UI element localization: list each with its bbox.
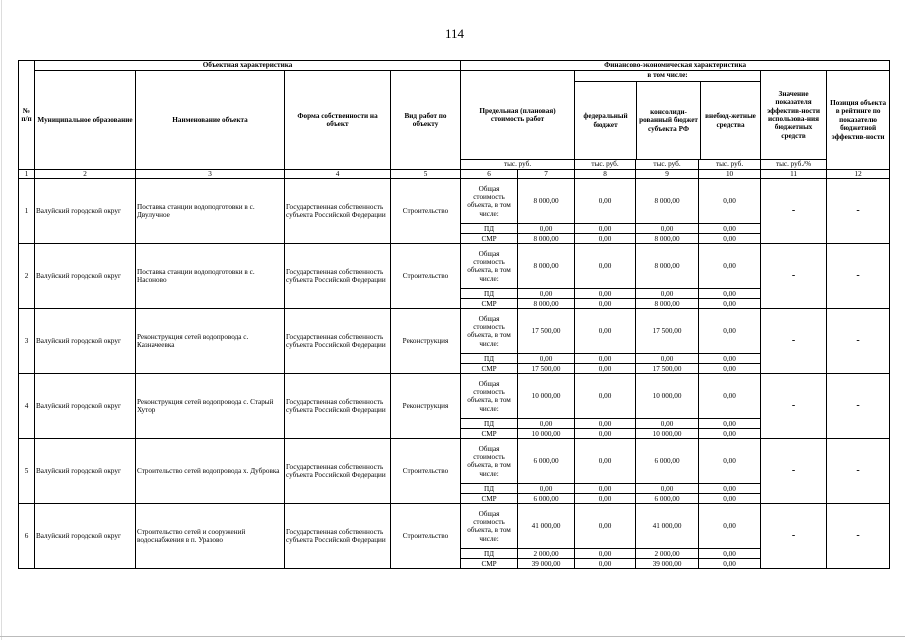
smr-value-cell: 10 000,00: [518, 429, 575, 439]
smr-value-cell: 8 000,00: [518, 299, 575, 309]
total-value-cell: 0,00: [575, 309, 636, 354]
pd-value-cell: 0,00: [518, 224, 575, 234]
table-row: [19, 374, 890, 419]
header-financial-characteristic: Финансово-экономическая характеристика: [461, 61, 890, 71]
smr-value-cell: 0,00: [699, 299, 761, 309]
total-value-cell: 8 000,00: [518, 244, 575, 289]
header-cost: Предельная (плановая) стоимость работ: [461, 71, 575, 160]
total-value-cell: 10 000,00: [518, 374, 575, 419]
pd-value-cell: 0,00: [699, 354, 761, 364]
position-cell: -: [827, 309, 890, 374]
row-number: 5: [19, 439, 35, 504]
row-number: 4: [19, 374, 35, 439]
column-number: 8: [575, 170, 636, 179]
smr-label-cell: СМР: [461, 299, 518, 309]
column-number: 12: [827, 170, 890, 179]
smr-label-cell: СМР: [461, 494, 518, 504]
total-label-cell: Общая стоимость объекта, в том числе:: [461, 309, 518, 354]
pd-value-cell: 2 000,00: [518, 549, 575, 559]
smr-value-cell: 6 000,00: [518, 494, 575, 504]
smr-value-cell: 10 000,00: [636, 429, 699, 439]
municipality-cell: Валуйский городской округ: [35, 439, 136, 504]
unit-offbudget: тыс. руб.: [699, 160, 761, 170]
table-row: [19, 504, 890, 549]
pd-label-cell: ПД: [461, 484, 518, 494]
column-number: 10: [699, 170, 761, 179]
page-number: 114: [445, 26, 465, 41]
total-value-cell: 0,00: [699, 374, 761, 419]
smr-value-cell: 0,00: [699, 364, 761, 374]
ownership-cell: Государственная собственность субъекта Российской Федерации: [285, 244, 391, 309]
municipality-cell: Валуйский городской округ: [35, 244, 136, 309]
smr-value-cell: 8 000,00: [636, 234, 699, 244]
investment-table: [18, 60, 890, 569]
pd-value-cell: 0,00: [575, 484, 636, 494]
pd-label-cell: ПД: [461, 224, 518, 234]
work-type-cell: Строительство: [391, 244, 461, 309]
work-type-cell: Строительство: [391, 504, 461, 569]
column-number: 11: [761, 170, 827, 179]
pd-label-cell: ПД: [461, 289, 518, 299]
header-offbudget: внебюд-жетные средства: [705, 112, 756, 129]
position-cell: -: [827, 374, 890, 439]
work-type-cell: Реконструкция: [391, 374, 461, 439]
column-number: 5: [391, 170, 461, 179]
row-number: 6: [19, 504, 35, 569]
indicator-cell: -: [761, 244, 827, 309]
total-value-cell: 8 000,00: [636, 244, 699, 289]
total-value-cell: 0,00: [699, 309, 761, 354]
pd-value-cell: 0,00: [575, 549, 636, 559]
work-type-cell: Реконструкция: [391, 309, 461, 374]
object-name-cell: Реконструкция сетей водопровода с. Казначеевка: [136, 309, 285, 374]
total-label-cell: Общая стоимость объекта, в том числе:: [461, 374, 518, 419]
smr-value-cell: 0,00: [699, 429, 761, 439]
pd-value-cell: 0,00: [636, 289, 699, 299]
pd-value-cell: 0,00: [575, 224, 636, 234]
unit-federal: тыс. руб.: [575, 160, 636, 170]
table-row: [19, 179, 890, 224]
row-number: 2: [19, 244, 35, 309]
smr-value-cell: 17 500,00: [518, 364, 575, 374]
table-row: [19, 439, 890, 484]
total-value-cell: 41 000,00: [636, 504, 699, 549]
total-value-cell: 0,00: [575, 179, 636, 224]
total-value-cell: 0,00: [575, 504, 636, 549]
ownership-cell: Государственная собственность субъекта Российской Федерации: [285, 374, 391, 439]
smr-value-cell: 6 000,00: [636, 494, 699, 504]
object-name-cell: Поставка станции водоподготовки в с. Насоново: [136, 244, 285, 309]
object-name-cell: Строительство сетей водопровода х. Дубровка: [136, 439, 285, 504]
municipality-cell: Валуйский городской округ: [35, 179, 136, 244]
header-indicator: Значение показателя эффектив-ности использова-ния бюджетных средств: [761, 71, 827, 160]
municipality-cell: Валуйский городской округ: [35, 309, 136, 374]
total-label-cell: Общая стоимость объекта, в том числе:: [461, 439, 518, 484]
smr-value-cell: 0,00: [699, 559, 761, 569]
total-value-cell: 6 000,00: [636, 439, 699, 484]
pd-value-cell: 0,00: [518, 289, 575, 299]
unit-cost: тыс. руб.: [461, 160, 575, 170]
total-value-cell: 41 000,00: [518, 504, 575, 549]
header-work-type: Вид работ по объекту: [391, 71, 461, 170]
column-number: 4: [285, 170, 391, 179]
column-number: 2: [35, 170, 136, 179]
indicator-cell: -: [761, 504, 827, 569]
smr-value-cell: 0,00: [699, 234, 761, 244]
indicator-cell: -: [761, 374, 827, 439]
pd-value-cell: 0,00: [636, 484, 699, 494]
unit-indicator: тыс. руб./%: [761, 160, 827, 170]
total-label-cell: Общая стоимость объекта, в том числе:: [461, 504, 518, 549]
object-name-cell: Реконструкция сетей водопровода с. Старый Хутор: [136, 374, 285, 439]
pd-value-cell: 0,00: [518, 419, 575, 429]
pd-value-cell: 0,00: [575, 289, 636, 299]
object-name-cell: Строительство сетей и сооружений водоснабжения в п. Уразово: [136, 504, 285, 569]
scan-edge: [1, 0, 2, 640]
total-label-cell: Общая стоимость объекта, в том числе:: [461, 244, 518, 289]
header-col-no: № п/п: [19, 61, 35, 170]
smr-label-cell: СМР: [461, 234, 518, 244]
pd-value-cell: 0,00: [636, 354, 699, 364]
position-cell: -: [827, 439, 890, 504]
smr-value-cell: 0,00: [699, 494, 761, 504]
total-value-cell: 0,00: [699, 244, 761, 289]
smr-value-cell: 8 000,00: [518, 234, 575, 244]
table-row: [19, 244, 890, 289]
work-type-cell: Строительство: [391, 439, 461, 504]
pd-value-cell: 0,00: [699, 484, 761, 494]
row-number: 3: [19, 309, 35, 374]
column-number: 3: [136, 170, 285, 179]
object-name-cell: Поставка станции водоподготовки в с. Двулучное: [136, 179, 285, 244]
smr-value-cell: 0,00: [575, 429, 636, 439]
pd-label-cell: ПД: [461, 549, 518, 559]
total-value-cell: 0,00: [575, 374, 636, 419]
pd-value-cell: 2 000,00: [636, 549, 699, 559]
column-number: 9: [636, 170, 699, 179]
smr-value-cell: 8 000,00: [636, 299, 699, 309]
total-value-cell: 0,00: [699, 504, 761, 549]
indicator-cell: -: [761, 179, 827, 244]
total-label-cell: Общая стоимость объекта, в том числе:: [461, 179, 518, 224]
pd-value-cell: 0,00: [518, 354, 575, 364]
row-number: 1: [19, 179, 35, 244]
position-cell: -: [827, 179, 890, 244]
smr-value-cell: 39 000,00: [636, 559, 699, 569]
total-value-cell: 8 000,00: [636, 179, 699, 224]
column-number: 1: [19, 170, 35, 179]
header-object-name: Наименование объекта: [136, 71, 285, 170]
ownership-cell: Государственная собственность субъекта Российской Федерации: [285, 309, 391, 374]
smr-value-cell: 0,00: [575, 299, 636, 309]
header-position: Позиция объекта в рейтинге по показателю бюджетной эффектив-ности: [827, 71, 890, 170]
pd-value-cell: 0,00: [699, 549, 761, 559]
pd-value-cell: 0,00: [699, 289, 761, 299]
total-value-cell: 17 500,00: [636, 309, 699, 354]
smr-label-cell: СМР: [461, 559, 518, 569]
smr-value-cell: 17 500,00: [636, 364, 699, 374]
position-cell: -: [827, 244, 890, 309]
table-row: [19, 309, 890, 354]
pd-label-cell: ПД: [461, 354, 518, 364]
page-bottom-edge: [0, 636, 905, 637]
total-value-cell: 0,00: [699, 439, 761, 484]
smr-value-cell: 39 000,00: [518, 559, 575, 569]
total-value-cell: 10 000,00: [636, 374, 699, 419]
total-value-cell: 6 000,00: [518, 439, 575, 484]
pd-label-cell: ПД: [461, 419, 518, 429]
header-ownership: Форма собственности на объект: [285, 71, 391, 170]
total-value-cell: 0,00: [699, 179, 761, 224]
pd-value-cell: 0,00: [518, 484, 575, 494]
total-value-cell: 8 000,00: [518, 179, 575, 224]
pd-value-cell: 0,00: [575, 419, 636, 429]
header-municipality: Муниципальное образование: [35, 71, 136, 170]
smr-value-cell: 0,00: [575, 494, 636, 504]
ownership-cell: Государственная собственность субъекта Российской Федерации: [285, 504, 391, 569]
column-number: 7: [518, 170, 575, 179]
total-value-cell: 17 500,00: [518, 309, 575, 354]
header-federal: федеральный бюджет: [575, 82, 637, 159]
municipality-cell: Валуйский городской округ: [35, 504, 136, 569]
pd-value-cell: 0,00: [636, 224, 699, 234]
indicator-cell: -: [761, 309, 827, 374]
pd-value-cell: 0,00: [699, 224, 761, 234]
total-value-cell: 0,00: [575, 244, 636, 289]
position-cell: -: [827, 504, 890, 569]
unit-consolidated: тыс. руб.: [636, 160, 699, 170]
smr-value-cell: 0,00: [575, 234, 636, 244]
smr-label-cell: СМР: [461, 429, 518, 439]
pd-value-cell: 0,00: [636, 419, 699, 429]
header-including: в том числе:: [575, 71, 760, 82]
municipality-cell: Валуйский городской округ: [35, 374, 136, 439]
pd-value-cell: 0,00: [699, 419, 761, 429]
total-value-cell: 0,00: [575, 439, 636, 484]
pd-value-cell: 0,00: [575, 354, 636, 364]
smr-value-cell: 0,00: [575, 559, 636, 569]
smr-value-cell: 0,00: [575, 364, 636, 374]
smr-label-cell: СМР: [461, 364, 518, 374]
ownership-cell: Государственная собственность субъекта Российской Федерации: [285, 439, 391, 504]
ownership-cell: Государственная собственность субъекта Российской Федерации: [285, 179, 391, 244]
indicator-cell: -: [761, 439, 827, 504]
column-number: 6: [461, 170, 518, 179]
header-consolidated: консолиди-рованный бюджет субъекта РФ: [637, 82, 701, 159]
header-object-characteristic: Объектная характеристика: [35, 61, 461, 71]
work-type-cell: Строительство: [391, 179, 461, 244]
